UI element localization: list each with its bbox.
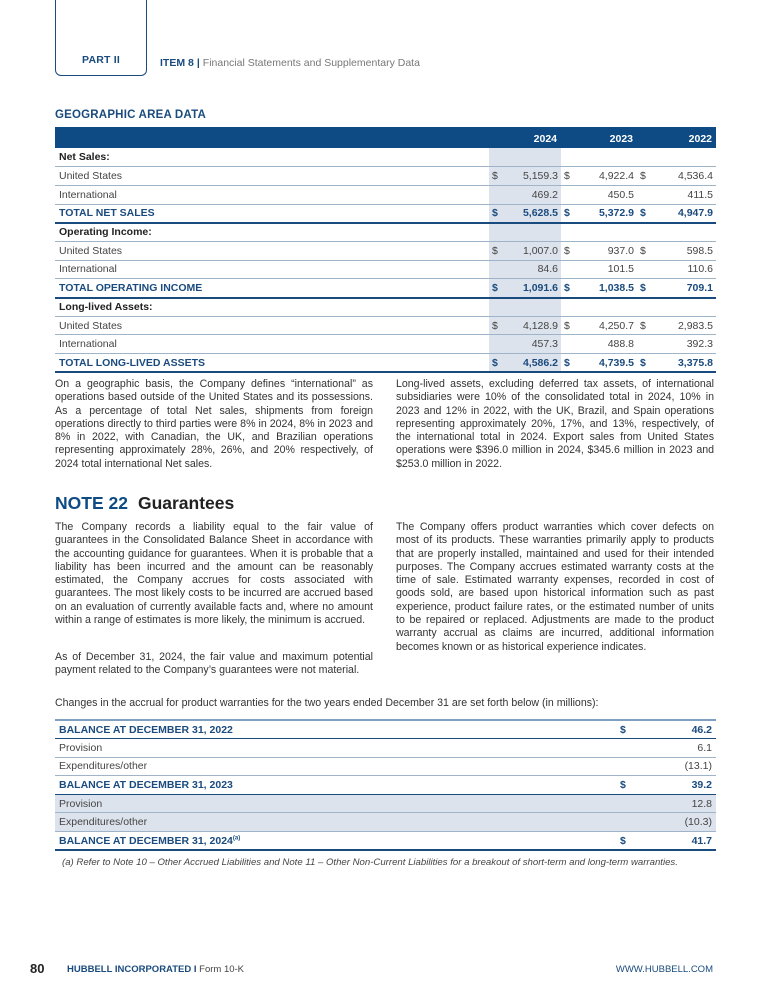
dollar-sign: $ <box>616 720 636 739</box>
row-label: United States <box>55 241 489 260</box>
website-link[interactable]: WWW.HUBBELL.COM <box>615 964 713 975</box>
dollar-sign: $ <box>489 241 503 260</box>
note-name: Guarantees <box>137 493 235 513</box>
value-2024 <box>503 298 561 317</box>
row-value: 39.2 <box>636 776 716 795</box>
value-2023 <box>575 223 637 242</box>
table-row <box>55 335 716 354</box>
dollar-sign <box>637 223 651 242</box>
value-2022: 3,375.8 <box>651 354 716 373</box>
row-label-text: Provision <box>59 797 103 810</box>
row-value: (13.1) <box>636 757 716 776</box>
dollar-sign <box>489 223 503 242</box>
value-2022: 2,983.5 <box>651 316 716 335</box>
value-2024: 469.2 <box>503 185 561 204</box>
dollar-sign <box>489 185 503 204</box>
footer-company <box>67 964 244 975</box>
item-separator: | <box>196 57 200 69</box>
value-2023: 4,250.7 <box>575 316 637 335</box>
row-label: Operating Income: <box>55 223 489 242</box>
row-label: Long-lived Assets: <box>55 298 489 317</box>
value-2024: 457.3 <box>503 335 561 354</box>
footnote-marker: (a) <box>232 835 241 842</box>
company-sep: I <box>191 964 200 975</box>
part-tab <box>55 0 147 76</box>
row-value: (10.3) <box>636 813 716 832</box>
value-2024: 4,586.2 <box>503 354 561 373</box>
dollar-sign: $ <box>616 776 636 795</box>
value-2023 <box>575 148 637 167</box>
value-2022: 392.3 <box>651 335 716 354</box>
value-2024: 1,007.0 <box>503 241 561 260</box>
row-label-text: Provision <box>59 741 103 754</box>
row-value: 46.2 <box>636 720 716 739</box>
note-para-1: The Company records a liability equal to the fair value of guarantees in the Consolidated Balance Sheet in accordance with the accounting guidance for guarantees. When it is probable that a liability has been incurred and the amount can be reasonably estimated, the Company accrues for costs associated with guarantees. The most likely costs to be incurred are accrued based on an evaluation of currently available facts and, where no amount within a range of estimates is more likely, the minimum is accrued. <box>55 521 373 627</box>
dollar-sign <box>489 148 503 167</box>
header-2024: 2024 <box>489 128 561 148</box>
dollar-sign: $ <box>489 167 503 186</box>
dollar-sign: $ <box>561 241 575 260</box>
header-2022: 2022 <box>637 128 716 148</box>
row-label: Net Sales: <box>55 148 489 167</box>
row-label-text: Expenditures/other <box>59 760 148 773</box>
item-header <box>160 57 420 69</box>
row-label-text: BALANCE AT DECEMBER 31, 2023 <box>59 779 233 792</box>
warranty-table <box>55 719 716 851</box>
dollar-sign <box>637 298 651 317</box>
geo-para-right: Long-lived assets, excluding deferred tax assets, of international subsidiaries were 10% of the consolidated total in 2024, 10% in 2023 and 12% in 2022, with the UK, Brazil, and Spain operations representing approximately 20%, 17%, and 13%, respectively, of the international total in 2024. Export sales from United States operations were $396.0 million in 2024, $345.6 million in 2023 and $253.0 million in 2022. <box>396 378 714 470</box>
value-2024: 5,159.3 <box>503 167 561 186</box>
value-2023: 1,038.5 <box>575 279 637 298</box>
value-2024: 5,628.5 <box>503 204 561 223</box>
row-label: International <box>55 185 489 204</box>
value-2022: 411.5 <box>651 185 716 204</box>
note-para-3: The Company offers product warranties which cover defects on most of its products. These warranties primarily apply to products that are properly installed, maintained and used for their intended purposes. The Company accrues estimated warranty costs at the time of sale. Estimated warranty expenses, recorded in cost of goods sold, are based upon historical information such as past experience, product failure rates, or the estimated number of units to be repaired or replaced. Adjustments are made to the product warranty accrual as claims are incurred, additional information becomes known or as historical experience indicates. <box>396 521 714 653</box>
section-title: GEOGRAPHIC AREA DATA <box>55 109 206 121</box>
dollar-sign <box>561 185 575 204</box>
row-label <box>55 776 616 795</box>
item-title: Financial Statements and Supplementary Data <box>202 57 420 69</box>
dollar-sign <box>616 739 636 758</box>
value-2022: 110.6 <box>651 260 716 279</box>
table-header-row <box>55 128 716 148</box>
dollar-sign <box>561 223 575 242</box>
value-2022 <box>651 148 716 167</box>
value-2023 <box>575 298 637 317</box>
item-number: ITEM 8 <box>160 57 194 69</box>
value-2022: 4,947.9 <box>651 204 716 223</box>
row-label-text: Expenditures/other <box>59 816 148 829</box>
note-para-2: As of December 31, 2024, the fair value and maximum potential payment related to the Company’s guarantees were not material. <box>55 651 373 677</box>
table-row <box>55 794 716 813</box>
table-row <box>55 241 716 260</box>
dollar-sign: $ <box>637 241 651 260</box>
form-type: Form 10-K <box>199 964 245 975</box>
section-row <box>55 223 716 242</box>
page-number: 80 <box>30 961 45 976</box>
part-label: PART II <box>82 54 120 66</box>
company-name: HUBBELL INCORPORATED <box>67 964 192 975</box>
row-label: TOTAL OPERATING INCOME <box>55 279 489 298</box>
note-title <box>55 493 234 514</box>
table-row <box>55 739 716 758</box>
dollar-sign <box>489 335 503 354</box>
row-value: 12.8 <box>636 794 716 813</box>
value-2024: 84.6 <box>503 260 561 279</box>
dollar-sign: $ <box>489 354 503 373</box>
value-2023: 5,372.9 <box>575 204 637 223</box>
value-2023: 488.8 <box>575 335 637 354</box>
value-2024 <box>503 223 561 242</box>
dollar-sign: $ <box>616 832 636 851</box>
row-label: United States <box>55 167 489 186</box>
dollar-sign <box>561 335 575 354</box>
row-value: 41.7 <box>636 832 716 851</box>
row-label <box>55 720 616 739</box>
dollar-sign <box>616 794 636 813</box>
balance-row <box>55 776 716 795</box>
total-row <box>55 354 716 373</box>
row-label <box>55 813 616 832</box>
header-label-cell <box>55 128 489 148</box>
warranty-intro: Changes in the accrual for product warranties for the two years ended December 31 are set forth below (in millions): <box>55 697 599 709</box>
total-row <box>55 279 716 298</box>
footnote: (a) Refer to Note 10 – Other Accrued Liabilities and Note 11 – Other Non-Current Liabilities for a breakout of short-term and long-term warranties. <box>62 857 678 868</box>
row-label <box>55 757 616 776</box>
value-2022: 4,536.4 <box>651 167 716 186</box>
dollar-sign <box>616 813 636 832</box>
balance-row <box>55 720 716 739</box>
value-2023: 450.5 <box>575 185 637 204</box>
dollar-sign <box>561 260 575 279</box>
value-2024: 4,128.9 <box>503 316 561 335</box>
row-label-text: BALANCE AT DECEMBER 31, 2024 <box>59 834 233 847</box>
geographic-table <box>55 127 716 373</box>
dollar-sign: $ <box>637 204 651 223</box>
dollar-sign: $ <box>637 279 651 298</box>
dollar-sign: $ <box>561 316 575 335</box>
row-label: TOTAL LONG-LIVED ASSETS <box>55 354 489 373</box>
row-label: International <box>55 260 489 279</box>
dollar-sign <box>561 148 575 167</box>
row-label-text: BALANCE AT DECEMBER 31, 2022 <box>59 723 233 736</box>
table-row <box>55 813 716 832</box>
value-2023: 101.5 <box>575 260 637 279</box>
section-row <box>55 298 716 317</box>
total-row <box>55 204 716 223</box>
geo-para-left: On a geographic basis, the Company defines “international” as operations based outside of the United States and its possessions. As a percentage of total Net sales, shipments from foreign operations directly to third parties were 8% in 2024, 8% in 2023 and 8% in 2022, with Canadian, the UK, and Brazilian operations representing approximately 28%, 26%, and 20% respectively, of 2024 total international Net sales. <box>55 378 373 470</box>
value-2024: 1,091.6 <box>503 279 561 298</box>
balance-row <box>55 832 716 851</box>
row-label <box>55 832 616 851</box>
row-label <box>55 794 616 813</box>
dollar-sign <box>489 298 503 317</box>
dollar-sign: $ <box>489 279 503 298</box>
dollar-sign: $ <box>561 204 575 223</box>
dollar-sign <box>489 260 503 279</box>
value-2022: 709.1 <box>651 279 716 298</box>
dollar-sign: $ <box>561 167 575 186</box>
note-number: NOTE 22 <box>55 493 128 513</box>
dollar-sign: $ <box>637 354 651 373</box>
dollar-sign: $ <box>489 316 503 335</box>
value-2024 <box>503 148 561 167</box>
header-2023: 2023 <box>561 128 637 148</box>
dollar-sign: $ <box>637 316 651 335</box>
value-2023: 4,922.4 <box>575 167 637 186</box>
value-2022 <box>651 298 716 317</box>
dollar-sign: $ <box>561 354 575 373</box>
value-2023: 4,739.5 <box>575 354 637 373</box>
dollar-sign: $ <box>637 167 651 186</box>
dollar-sign <box>561 298 575 317</box>
table-row <box>55 167 716 186</box>
dollar-sign: $ <box>489 204 503 223</box>
dollar-sign: $ <box>561 279 575 298</box>
dollar-sign <box>637 148 651 167</box>
dollar-sign <box>637 335 651 354</box>
row-label: International <box>55 335 489 354</box>
row-label: United States <box>55 316 489 335</box>
dollar-sign <box>637 185 651 204</box>
row-label: TOTAL NET SALES <box>55 204 489 223</box>
value-2023: 937.0 <box>575 241 637 260</box>
table-row <box>55 185 716 204</box>
dollar-sign <box>616 757 636 776</box>
value-2022: 598.5 <box>651 241 716 260</box>
table-row <box>55 757 716 776</box>
value-2022 <box>651 223 716 242</box>
table-row <box>55 260 716 279</box>
table-row <box>55 316 716 335</box>
row-value: 6.1 <box>636 739 716 758</box>
dollar-sign <box>637 260 651 279</box>
section-row <box>55 148 716 167</box>
row-label <box>55 739 616 758</box>
